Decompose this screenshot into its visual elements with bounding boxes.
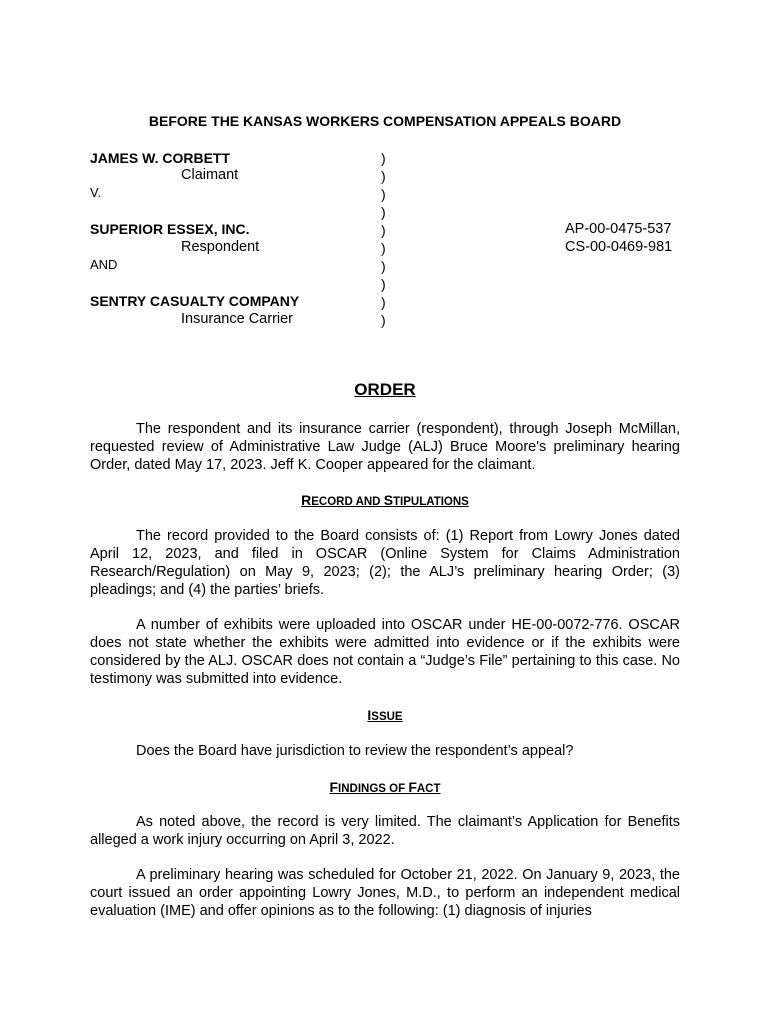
respondent-name: SUPERIOR ESSEX, INC. — [90, 221, 250, 237]
caption-paren: ) — [381, 168, 386, 184]
caption-paren: ) — [381, 222, 386, 238]
heading-part: INDINGS OF — [338, 783, 409, 795]
record-paragraph-1: The record provided to the Board consists of: (1) Report from Lowry Jones dated April 12, 2023, and filed in OSCAR (Online System for Claims Administration Research/Regulation) on May 9, 2023; (2); the ALJ’s preliminary hearing Order; (3) pleadings; and (4) the parties’ briefs. — [90, 528, 680, 598]
docket-number-cs: CS-00-0469-981 — [565, 239, 673, 255]
heading-part: I — [367, 707, 372, 723]
heading-part: F — [329, 779, 339, 795]
heading-part: S — [383, 492, 394, 508]
claimant-name: JAMES W. CORBETT — [90, 150, 231, 166]
claimant-role: Claimant — [181, 167, 239, 183]
caption-paren: ) — [381, 258, 386, 274]
heading-part: TIPULATIONS — [393, 496, 469, 508]
heading-part: ACT — [416, 783, 441, 795]
carrier-role: Insurance Carrier — [181, 311, 294, 327]
order-heading: ORDER — [354, 380, 416, 399]
heading-part: R — [301, 492, 312, 508]
record-stipulations-heading — [0, 492, 770, 508]
caption-paren: ) — [381, 294, 386, 310]
board-title: BEFORE THE KANSAS WORKERS COMPENSATION APPEALS BOARD — [148, 113, 622, 129]
caption-paren: ) — [381, 186, 386, 202]
caption-paren: ) — [381, 204, 386, 220]
caption-paren: ) — [381, 312, 386, 328]
issue-paragraph: Does the Board have jurisdiction to review the respondent’s appeal? — [136, 743, 574, 759]
findings-paragraph-1: As noted above, the record is very limited. The claimant’s Application for Benefits alleged a work injury occurring on April 3, 2022. — [90, 814, 680, 848]
findings-paragraph-2: A preliminary hearing was scheduled for October 21, 2022. On January 9, 2023, the court issued an order appointing Lowry Jones, M.D., to perform an independent medical evaluation (IME) and offer opinions as to the following: (1) diagnosis of injuries — [90, 867, 680, 919]
carrier-name: SENTRY CASUALTY COMPANY — [90, 293, 300, 309]
heading-part: SSUE — [371, 711, 403, 723]
caption-paren: ) — [381, 150, 386, 166]
heading-part: ECORD AND — [311, 496, 384, 508]
docket-number-ap: AP-00-0475-537 — [565, 221, 672, 237]
findings-of-fact-heading — [0, 779, 770, 795]
caption-paren: ) — [381, 240, 386, 256]
versus-label: V. — [90, 185, 102, 200]
heading-part: F — [408, 779, 417, 795]
issue-heading — [0, 707, 770, 723]
caption-paren: ) — [381, 276, 386, 292]
order-intro-paragraph: The respondent and its insurance carrier (respondent), through Joseph McMillan, requested review of Administrative Law Judge (ALJ) Bruce Moore's preliminary hearing Order, dated May 17, 2023. Jeff K. Cooper appeared for the claimant. — [90, 421, 680, 473]
record-paragraph-2: A number of exhibits were uploaded into OSCAR under HE-00-0072-776. OSCAR does not state whether the exhibits were admitted into evidence or if the exhibits were considered by the ALJ. OSCAR does not contain a “Judge’s File” pertaining to this case. No testimony was submitted into evidence. — [90, 617, 680, 687]
respondent-role: Respondent — [181, 239, 260, 255]
and-label: AND — [90, 257, 118, 272]
